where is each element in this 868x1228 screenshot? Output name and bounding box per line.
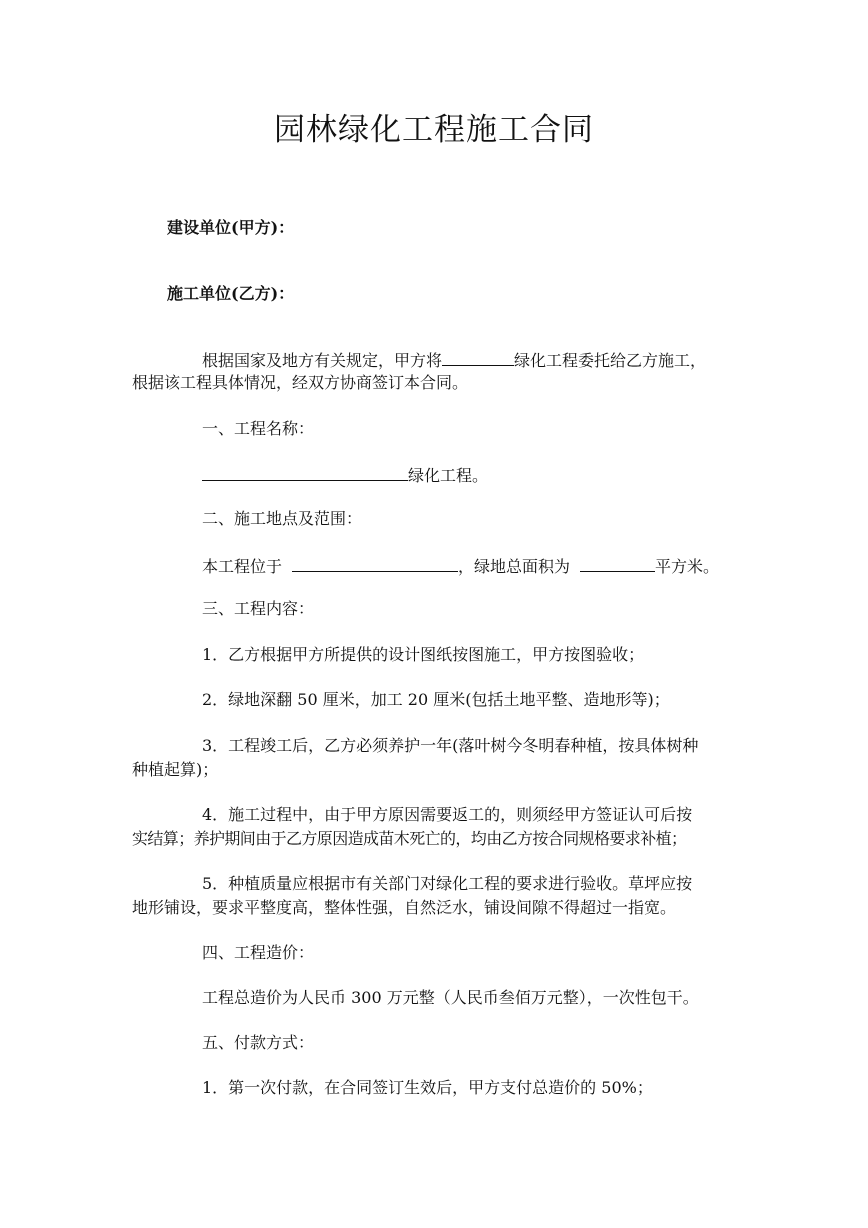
- section-3-item-1: 1．乙方根据甲方所提供的设计图纸按图施工，甲方按图验收；: [202, 645, 645, 664]
- section-5-heading: 五、付款方式：: [202, 1033, 315, 1052]
- section-3-item-4-line-2: 实结算；养护期间由于乙方原因造成苗木死亡的，均由乙方按合同规格要求补植；: [132, 829, 687, 848]
- location-line: [202, 554, 719, 577]
- location-blank[interactable]: [292, 554, 458, 572]
- section-3-item-3-line-1: 3．工程竣工后，乙方必须养护一年(落叶树今冬明春种植，按具体树种: [202, 736, 699, 755]
- section-4-text: 工程总造价为人民币 300 万元整（人民币叁佰万元整），一次性包干。: [202, 988, 699, 1007]
- location-part-3: 平方米。: [655, 557, 720, 576]
- section-4-heading: 四、工程造价：: [202, 943, 315, 962]
- intro-line-2: 根据该工程具体情况，经双方协商签订本合同。: [132, 373, 469, 392]
- area-blank[interactable]: [580, 554, 655, 572]
- intro-part-2: 绿化工程委托给乙方施工，: [514, 351, 707, 370]
- section-2-heading: 二、施工地点及范围：: [202, 509, 363, 528]
- section-3-item-5-line-2: 地形铺设，要求平整度高，整体性强，自然泛水，铺设间隙不得超过一指宽。: [132, 898, 677, 917]
- section-3-item-4-line-1: 4．施工过程中，由于甲方原因需要返工的，则须经甲方签证认可后按: [202, 805, 693, 824]
- section-3-heading: 三、工程内容：: [202, 599, 315, 618]
- project-name-line: [202, 463, 488, 486]
- location-part-2: ，绿地总面积为: [458, 557, 571, 576]
- document-title: 园林绿化工程施工合同: [274, 112, 594, 148]
- intro-part-1: 根据国家及地方有关规定，甲方将: [202, 351, 443, 370]
- party-a-label: 建设单位(甲方)：: [167, 218, 295, 237]
- section-5-item-1: 1．第一次付款，在合同签订生效后，甲方支付总造价的 50%；: [202, 1078, 653, 1097]
- section-3-item-2: 2．绿地深翻 50 厘米，加工 20 厘米(包括土地平整、造地形等)；: [202, 690, 670, 709]
- project-name-suffix: 绿化工程。: [408, 466, 489, 485]
- intro-line-1: [202, 348, 706, 371]
- section-1-heading: 一、工程名称：: [202, 419, 315, 438]
- section-3-item-3-line-2: 种植起算)；: [132, 760, 219, 779]
- party-b-label: 施工单位(乙方)：: [167, 284, 295, 303]
- project-blank[interactable]: [442, 348, 514, 366]
- project-name-blank[interactable]: [202, 463, 408, 481]
- section-3-item-5-line-1: 5．种植质量应根据市有关部门对绿化工程的要求进行验收。草坪应按: [202, 874, 693, 893]
- location-part-1: 本工程位于: [202, 557, 283, 576]
